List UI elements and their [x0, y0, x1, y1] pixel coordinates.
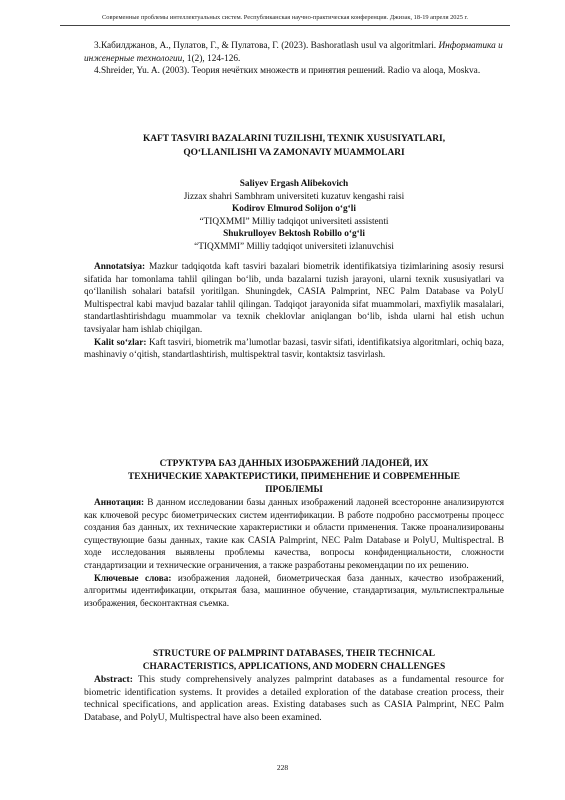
ru-abstract-label: Аннотация: — [94, 498, 145, 508]
author-2-name: Kodirov Elmurod Solijon o‘g‘li — [232, 204, 356, 215]
ru-title-line-2: ТЕХНИЧЕСКИЕ ХАРАКТЕРИСТИКИ, ПРИМЕНЕНИЕ И СОВРЕМЕННЫЕ — [128, 472, 460, 482]
ru-keywords: Ключевые слова: изображения ладоней, биометрическая база данных, качество изображений, алгоритмы идентификации, открытая база, машинное обучение, стандартизация, мультиспектральные изображения, бесконтактная съемка. — [84, 573, 504, 609]
ru-title-line-3: ПРОБЛЕМЫ — [265, 485, 323, 495]
ru-abstract: Аннотация: В данном исследовании базы данных изображений ладоней всесторонне анализируются как ключевой ресурс биометрических систем идентификации. В работе подробно рассмотрены процесс создания баз данных, их технические характеристики и области применения. Также проанализированы существующие базы данных, такие как CASIA Palmprint, NEC Palm Database и PolyU, Multispectral. В ходе исследования выявлены проблемы качества, вопросы конфиденциальности, сложности стандартизации и технические ограничения, а также разработаны рекомендации по их решению. — [84, 498, 504, 571]
author-1-affiliation: Jizzax shahri Sambhram universiteti kuzatuv kengashi raisi — [183, 191, 405, 202]
uz-abstract-block — [84, 261, 504, 362]
running-header: Современные проблемы интеллектуальных систем. Республиканская научно-практическая конференция. Джизак, 18-19 апреля 2025 г. — [102, 14, 468, 21]
ru-section — [84, 458, 504, 610]
reference-3: 3.Кабилджанов, А., Пулатов, Г., & Пулатова, Г. (2023). Bashoratlash usul va algoritmlari. Информатика и инженерные технологии, 1(2), 124-126. — [84, 41, 503, 64]
author-1-name: Saliyev Ergash Alibekovich — [239, 179, 349, 189]
reference-3-journal: Информатика и инженерные технологии — [84, 41, 503, 64]
uz-title-line-1: KAFT TASVIRI BAZALARINI TUZILISHI, TEXNIK XUSUSIYATLARI, — [142, 134, 446, 144]
uz-section — [84, 132, 504, 160]
uz-title-line-2: QO‘LLANILISHI VA ZAMONAVIY MUAMMOLARI — [183, 148, 405, 158]
uz-authors — [84, 178, 504, 254]
uz-abstract-label: Annotatsiya: — [94, 262, 146, 272]
uz-keywords-label: Kalit so‘zlar: — [94, 337, 147, 348]
ru-keywords-label: Ключевые слова: — [94, 573, 172, 584]
en-section — [84, 648, 504, 724]
author-2-affiliation: “TIQXMMI” Milliy tadqiqot universiteti assistenti — [199, 216, 389, 227]
en-title-line-1: STRUCTURE OF PALMPRINT DATABASES, THEIR TECHNICAL — [153, 649, 435, 659]
ru-title-line-1: СТРУКТУРА БАЗ ДАННЫХ ИЗОБРАЖЕНИЙ ЛАДОНЕЙ, ИХ — [159, 459, 429, 469]
reference-4: 4.Shreider, Yu. A. (2003). Теория нечётких множеств и принятия решений. Radio va aloqa, Moskva. — [94, 66, 481, 77]
author-3-name: Shukrulloyev Bektosh Robillo o‘g‘li — [223, 229, 365, 240]
uz-abstract: Annotatsiya: Mazkur tadqiqotda kaft tasviri bazalari biometrik identifikatsiya tizimlarining asosiy resursi sifatida har tomonlama tahlil qilingan bo‘lib, unda bazalarni tuzish jarayoni, ularni texnik xususiyatlari va qo‘llanilish sohalari batafsil yoritilgan. Shuningdek, CASIA Palmprint, NEC Palm Database va PolyU Multispectral kabi mavjud bazalar tahlil qilingan. Tadqiqot jarayonida sifat muammolari, maxfiylik masalalari, standartlashtirishdagu muammolar va texnik cheklovlar aniqlangan bo‘lib, ishda ularni hal etish uchun tavsiyalar ham ishlab chiqilgan. — [84, 262, 504, 335]
uz-keywords: Kalit so‘zlar: Kaft tasviri, biometrik ma’lumotlar bazasi, tasvir sifati, identifikatsiya algoritmlari, ochiq baza, mashinaviy o‘qitish, standartlashtirish, multispektral tasvir, kontaktsiz tasvirlash. — [84, 337, 504, 361]
header-divider — [60, 25, 510, 26]
en-abstract-label: Abstract: — [94, 674, 133, 685]
en-abstract: Abstract: This study comprehensively analyzes palmprint databases as a fundamental resource for biometric identification systems. It provides a detailed exploration of the database creation process, their technical specifications, and application areas. Existing databases such as CASIA Palmprint, NEC Palm Database, and PolyU, Multispectral have also been examined. — [84, 674, 504, 723]
author-3-affiliation: “TIQXMMI” Milliy tadqiqot universiteti izlanuvchisi — [194, 241, 394, 252]
en-title-line-2: CHARACTERISTICS, APPLICATIONS, AND MODERN CHALLENGES — [142, 662, 446, 672]
references-continued — [84, 40, 504, 78]
page-number: 228 — [276, 763, 289, 772]
